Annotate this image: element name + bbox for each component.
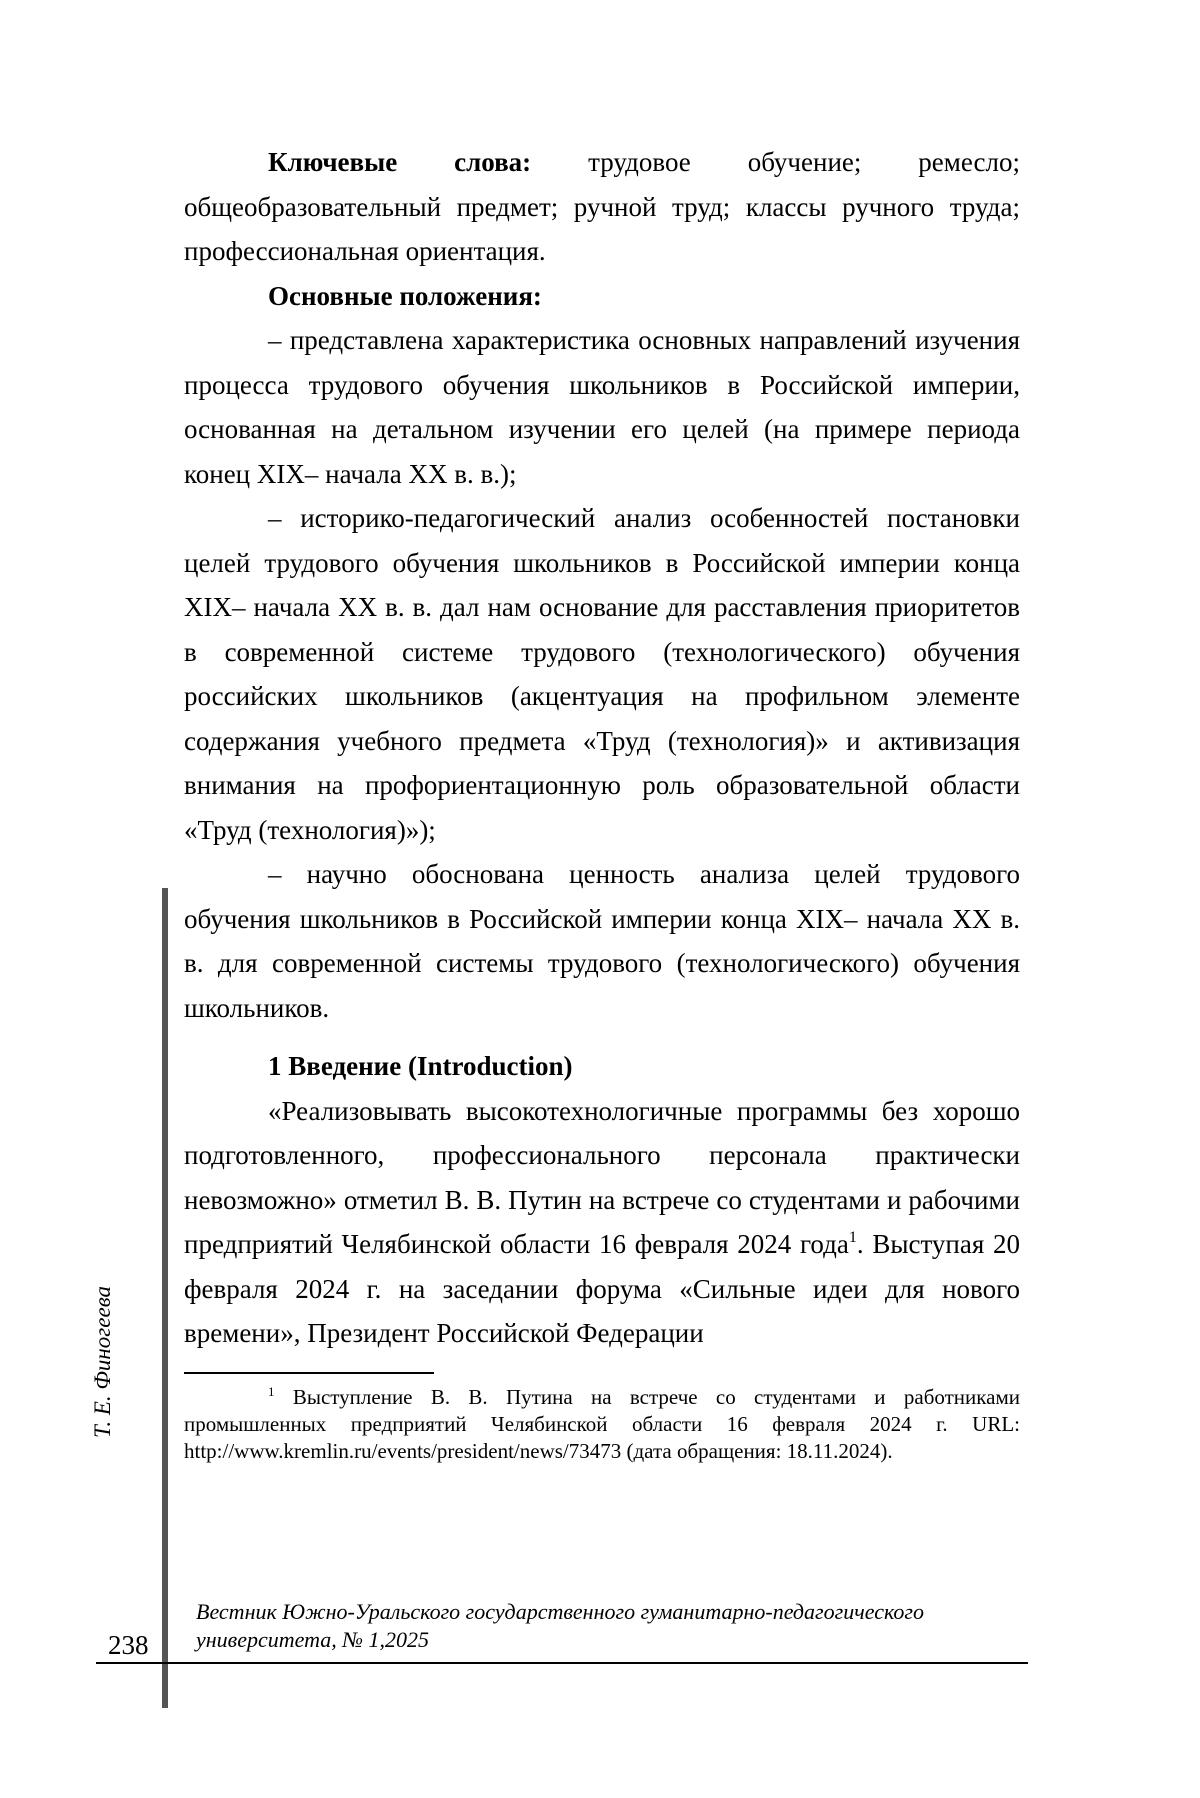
- main-point-item: – научно обоснована ценность анализа целей трудового обучения школьников в Российской империи конца XIX– начала XX в. в. для современной системы трудового (технологического) обучения школьников.: [184, 852, 1020, 1030]
- main-point-item: – представлена характеристика основных направлений изучения процесса трудового обучения школьников в Российской империи, основанная на детальном изучении его целей (на примере периода конец XIX– начала XX в. в.);: [184, 318, 1020, 496]
- footnote: [184, 1384, 1020, 1465]
- article-body: [184, 140, 1020, 1356]
- intro-paragraph: [184, 1089, 1020, 1356]
- intro-text-before: «Реализовывать высокотехнологичные программы без хорошо подготовленного, профессионального персонала практически невозможно» отметил В. В. Путин на встрече со студентами и рабочими предприятий Челябинской области 16 февраля 2024 года: [184, 1096, 1020, 1260]
- journal-line: Вестник Южно-Уральского государственного гуманитарно-педагогического: [196, 1598, 1026, 1626]
- margin-vertical-bar: [162, 888, 168, 1708]
- intro-text-after: . Выступая 20 февраля 2024 г. на заседании форума «Сильные идеи для нового времени», Президент Российской Федерации: [184, 1229, 1020, 1348]
- main-points-heading: Основные положения:: [184, 274, 1020, 319]
- keywords-paragraph: [184, 140, 1020, 274]
- main-point-item: – историко-педагогический анализ особенностей постановки целей трудового обучения школьников в Российской империи конца XIX– начала XX в. в. дал нам основание для расставления приоритетов в современной системе трудового (технологического) обучения российских школьников (акцентуация на профильном элементе содержания учебного предмета «Труд (технология)» и активизация внимания на профориентационную роль образовательной области «Труд (технология)»);: [184, 496, 1020, 852]
- author-name: Т. Е. Финогеева: [91, 1286, 114, 1438]
- footnote-mark: 1: [268, 1384, 275, 1399]
- section-heading: 1 Введение (Introduction): [184, 1044, 1020, 1089]
- journal-line: университета, № 1,2025: [196, 1626, 1026, 1654]
- footnote-separator: [184, 1372, 434, 1374]
- page-number: 238: [108, 1630, 149, 1660]
- footnote-reference[interactable]: 1: [849, 1229, 857, 1246]
- journal-title: [196, 1598, 1026, 1654]
- footnote-text: Выступление В. В. Путина на встрече со студентами и работниками промышленных предприятий Челябинской области 16 февраля 2024 г. URL: http://www.kremlin.ru/events/president/news/73473 (дата обращения: 18.11.2024).: [184, 1385, 1020, 1463]
- keywords-text: трудовое обучение; ремесло; общеобразовательный предмет; ручной труд; классы ручного труда; профессиональная ориентация.: [184, 147, 1020, 266]
- section-gap: [184, 1030, 1020, 1044]
- footnote-paragraph: [184, 1384, 1020, 1465]
- footer-rule: [96, 1662, 1028, 1664]
- keywords-label: Ключевые слова:: [268, 147, 531, 177]
